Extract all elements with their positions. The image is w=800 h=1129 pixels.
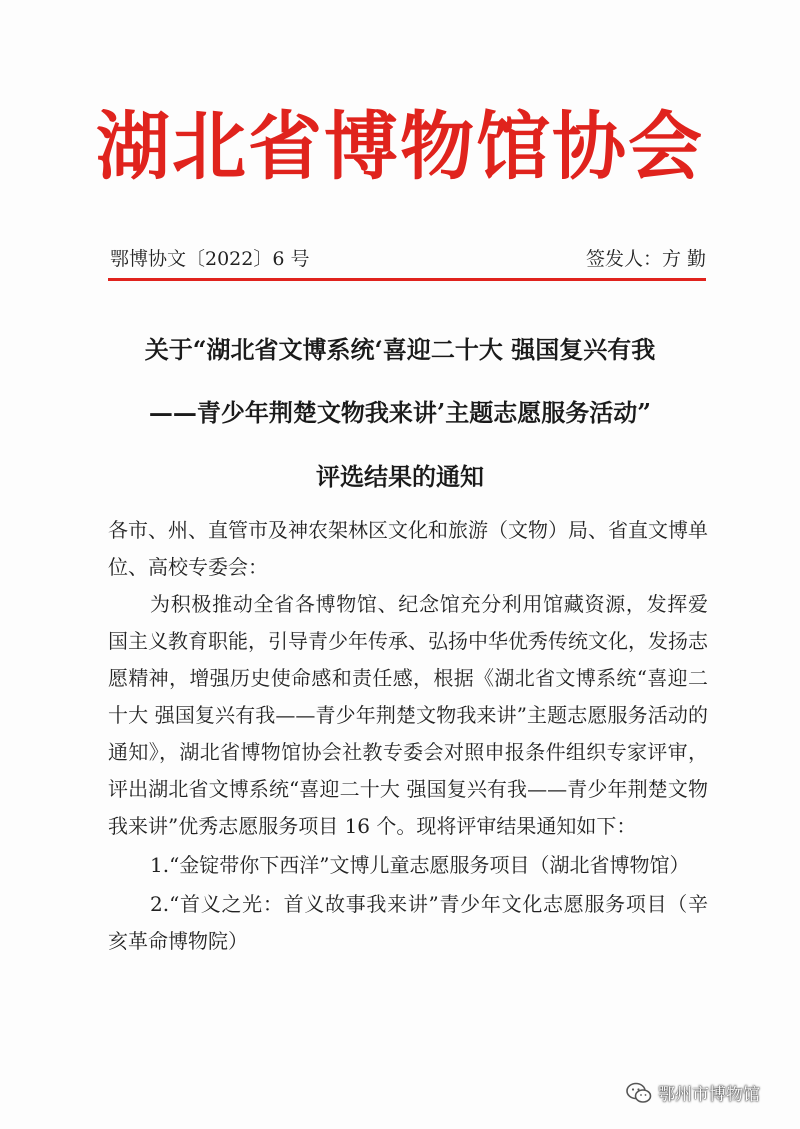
notice-title-line-1: 关于“湖北省文博系统‘喜迎二十大 强国复兴有我 [144,335,656,364]
red-divider [108,278,706,281]
recipients-line: 各市、州、直管市及神农架林区文化和旅游（文物）局、省直文博单位、高校专委会： [108,518,708,579]
list-item: 1.“金锭带你下西洋”文博儿童志愿服务项目（湖北省博物馆） [150,853,690,877]
wechat-icon [626,1082,652,1104]
notice-title-line-2: ——青少年荆楚文物我来讲’主题志愿服务活动” [148,398,652,427]
document-number: 鄂博协文〔2022〕6 号 [110,248,310,270]
document-signer: 签发人：方 勤 [585,248,706,270]
notice-title-line-3: 评选结果的通知 [316,462,484,491]
list-item: 2.“首义之光：首义故事我来讲”青少年文化志愿服务项目（辛亥革命博物院） [108,892,708,953]
notice-body [108,512,708,960]
wechat-watermark [626,1080,760,1105]
org-masthead: 湖北省博物馆协会 [96,104,704,190]
watermark-text: 鄂州市博物馆 [658,1085,760,1105]
body-paragraph: 为积极推动全省各博物馆、纪念馆充分利用馆藏资源，发挥爱国主义教育职能，引导青少年传承、弘扬中华优秀传统文化，发扬志愿精神，增强历史使命感和责任感，根据《湖北省文博系统“喜迎二十大 强国复兴有我——青少年荆楚文物我来讲”主题志愿服务活动的通知》，湖北省博物馆协会社教专委会对照申报条件组织专家评审，评出湖北省文博系统“喜迎二十大 强国复兴有我——青少年荆楚文物我来讲”优秀志愿服务项目 16 个。现将评审结果通知如下： [108,592,708,838]
document-info-line [110,244,706,271]
